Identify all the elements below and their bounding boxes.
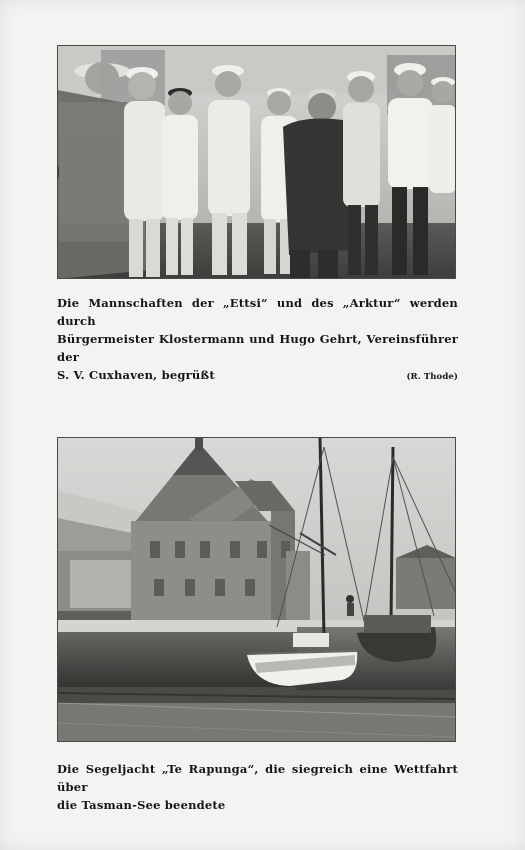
crew-greeting-photo: [57, 45, 456, 279]
crew-greeting-illustration: [57, 45, 456, 279]
caption-2-line-2: die Tasman-See beendete: [57, 798, 226, 812]
sailing-yacht-illustration: [57, 437, 456, 742]
caption-2-line-1: Die Segeljacht „Te Rapunga“, die siegreich eine Wettfahrt über: [57, 762, 458, 794]
yacht-caption: [57, 760, 458, 814]
caption-1-line-3: S. V. Cuxhaven, begrüßt: [57, 368, 215, 382]
caption-1-last-line: [57, 366, 458, 386]
caption-1-line-2: Bürgermeister Klostermann und Hugo Gehrt, Vereinsführer der: [57, 332, 458, 364]
sailing-yacht-photo: [57, 437, 456, 742]
crew-greeting-caption: [57, 294, 458, 386]
photo-credit: (R. Thode): [406, 372, 458, 382]
caption-1-line-1: Die Mannschaften der „Ettsi“ und des „Arktur“ werden durch: [57, 296, 458, 328]
